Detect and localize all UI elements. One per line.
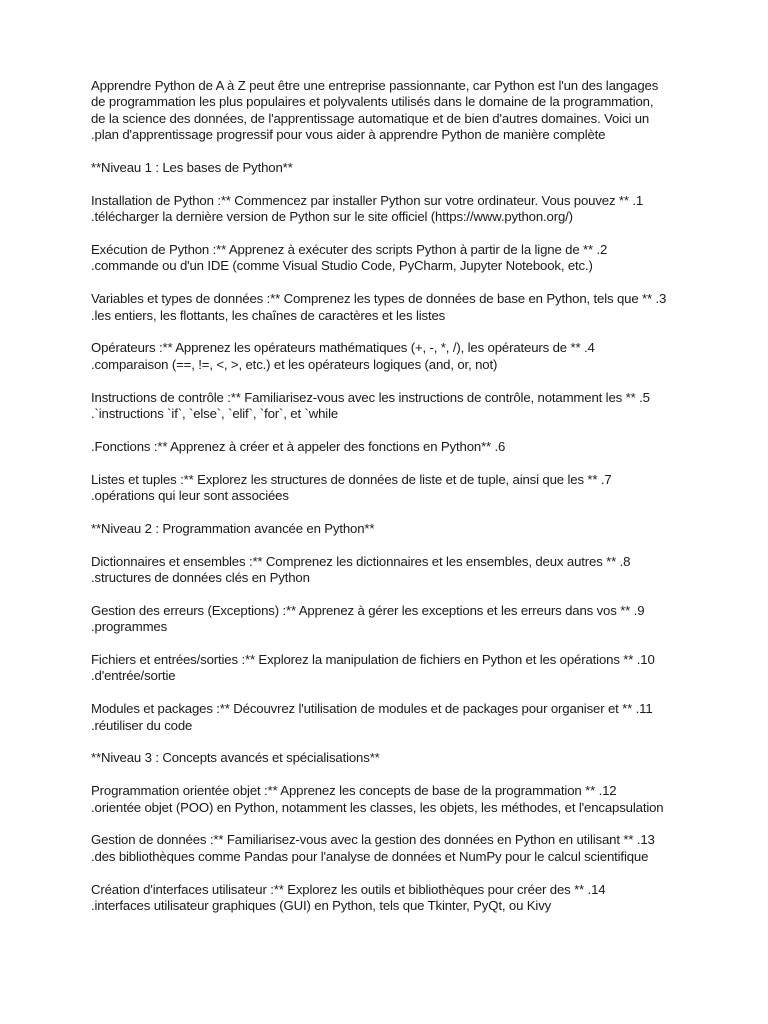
text-line: Variables et types de données :** Comprenez les types de données de base en Python, tels que ** .3 — [91, 291, 667, 307]
item-7 — [91, 472, 681, 505]
text-line: Apprendre Python de A à Z peut être une entreprise passionnante, car Python est l'un des langages — [91, 78, 659, 93]
item-3 — [91, 291, 681, 324]
text-line: .commande ou d'un IDE (comme Visual Studio Code, PyCharm, Jupyter Notebook, etc.) — [91, 258, 593, 274]
item-10 — [91, 652, 681, 685]
text-line: .orientée objet (POO) en Python, notamment les classes, les objets, les méthodes, et l'encapsulation — [91, 799, 664, 815]
item-14 — [91, 882, 681, 915]
text-line: .interfaces utilisateur graphiques (GUI) en Python, tels que Tkinter, PyQt, ou Kivy — [91, 898, 552, 914]
text-line: Opérateurs :** Apprenez les opérateurs mathématiques (+, -, *, /), les opérateurs de ** .4 — [91, 340, 595, 356]
item-11 — [91, 701, 681, 734]
text-line: .d'entrée/sortie — [91, 668, 176, 684]
text-line: Fichiers et entrées/sorties :** Explorez la manipulation de fichiers en Python et les opérations ** .10 — [91, 652, 655, 668]
text-line: Gestion de données :** Familiarisez-vous avec la gestion des données en Python en utilisant ** .13 — [91, 832, 655, 848]
text-line: Exécution de Python :** Apprenez à exécuter des scripts Python à partir de la ligne de ** .2 — [91, 242, 608, 258]
text-line: .programmes — [91, 619, 168, 635]
item-8 — [91, 554, 681, 587]
item-9 — [91, 603, 681, 636]
heading-line: **Niveau 2 : Programmation avancée en Python** — [91, 520, 375, 536]
level-1-heading — [91, 160, 681, 176]
level-2-heading — [91, 521, 681, 537]
text-line: .télécharger la dernière version de Python sur le site officiel (https://www.python.org/) — [91, 209, 573, 225]
text-line: Dictionnaires et ensembles :** Comprenez les dictionnaires et les ensembles, deux autres ** .8 — [91, 553, 631, 569]
text-line: .`instructions `if`, `else`, `elif`, `for`, et `while — [91, 406, 339, 422]
level-3-heading — [91, 750, 681, 766]
item-5 — [91, 390, 681, 423]
text-line: Gestion des erreurs (Exceptions) :** Apprenez à gérer les exceptions et les erreurs dans vos ** .9 — [91, 602, 645, 618]
text-line: Création d'interfaces utilisateur :** Explorez les outils et bibliothèques pour créer des ** .14 — [91, 881, 606, 897]
text-line: .comparaison (==, !=, <, >, etc.) et les opérateurs logiques (and, or, not) — [91, 356, 498, 372]
text-line: Listes et tuples :** Explorez les structures de données de liste et de tuple, ainsi que les ** .7 — [91, 471, 612, 487]
text-line: .des bibliothèques comme Pandas pour l'analyse de données et NumPy pour le calcul scientifique — [91, 848, 649, 864]
item-1 — [91, 193, 681, 226]
item-4 — [91, 340, 681, 373]
intro-paragraph — [91, 78, 681, 144]
document-page — [91, 78, 681, 931]
text-line: Installation de Python :** Commencez par installer Python sur votre ordinateur. Vous pouvez ** .1 — [91, 192, 644, 208]
item-12 — [91, 783, 681, 816]
item-2 — [91, 242, 681, 275]
text-line: .opérations qui leur sont associées — [91, 488, 289, 504]
item-6 — [91, 439, 681, 455]
text-line: .Fonctions :** Apprenez à créer et à appeler des fonctions en Python** .6 — [91, 438, 506, 454]
text-line: .réutiliser du code — [91, 717, 193, 733]
text-line: Programmation orientée objet :** Apprenez les concepts de base de la programmation ** .12 — [91, 783, 617, 799]
item-13 — [91, 832, 681, 865]
text-line: de programmation les plus populaires et polyvalents utilisés dans le domaine de la programmation, — [91, 94, 654, 110]
text-line: de la science des données, de l'apprentissage automatique et de bien d'autres domaines. Voici un — [91, 110, 650, 126]
text-line: Modules et packages :** Découvrez l'utilisation de modules et de packages pour organiser et ** .11 — [91, 701, 653, 717]
text-line: .les entiers, les flottants, les chaînes de caractères et les listes — [91, 307, 446, 323]
heading-line: **Niveau 3 : Concepts avancés et spécialisations** — [91, 750, 380, 766]
text-line: .structures de données clés en Python — [91, 570, 310, 586]
text-line: .plan d'apprentissage progressif pour vous aider à apprendre Python de manière complète — [91, 127, 606, 143]
text-line: Instructions de contrôle :** Familiarisez-vous avec les instructions de contrôle, notamment les ** .5 — [91, 389, 650, 405]
heading-line: **Niveau 1 : Les bases de Python** — [91, 160, 293, 176]
